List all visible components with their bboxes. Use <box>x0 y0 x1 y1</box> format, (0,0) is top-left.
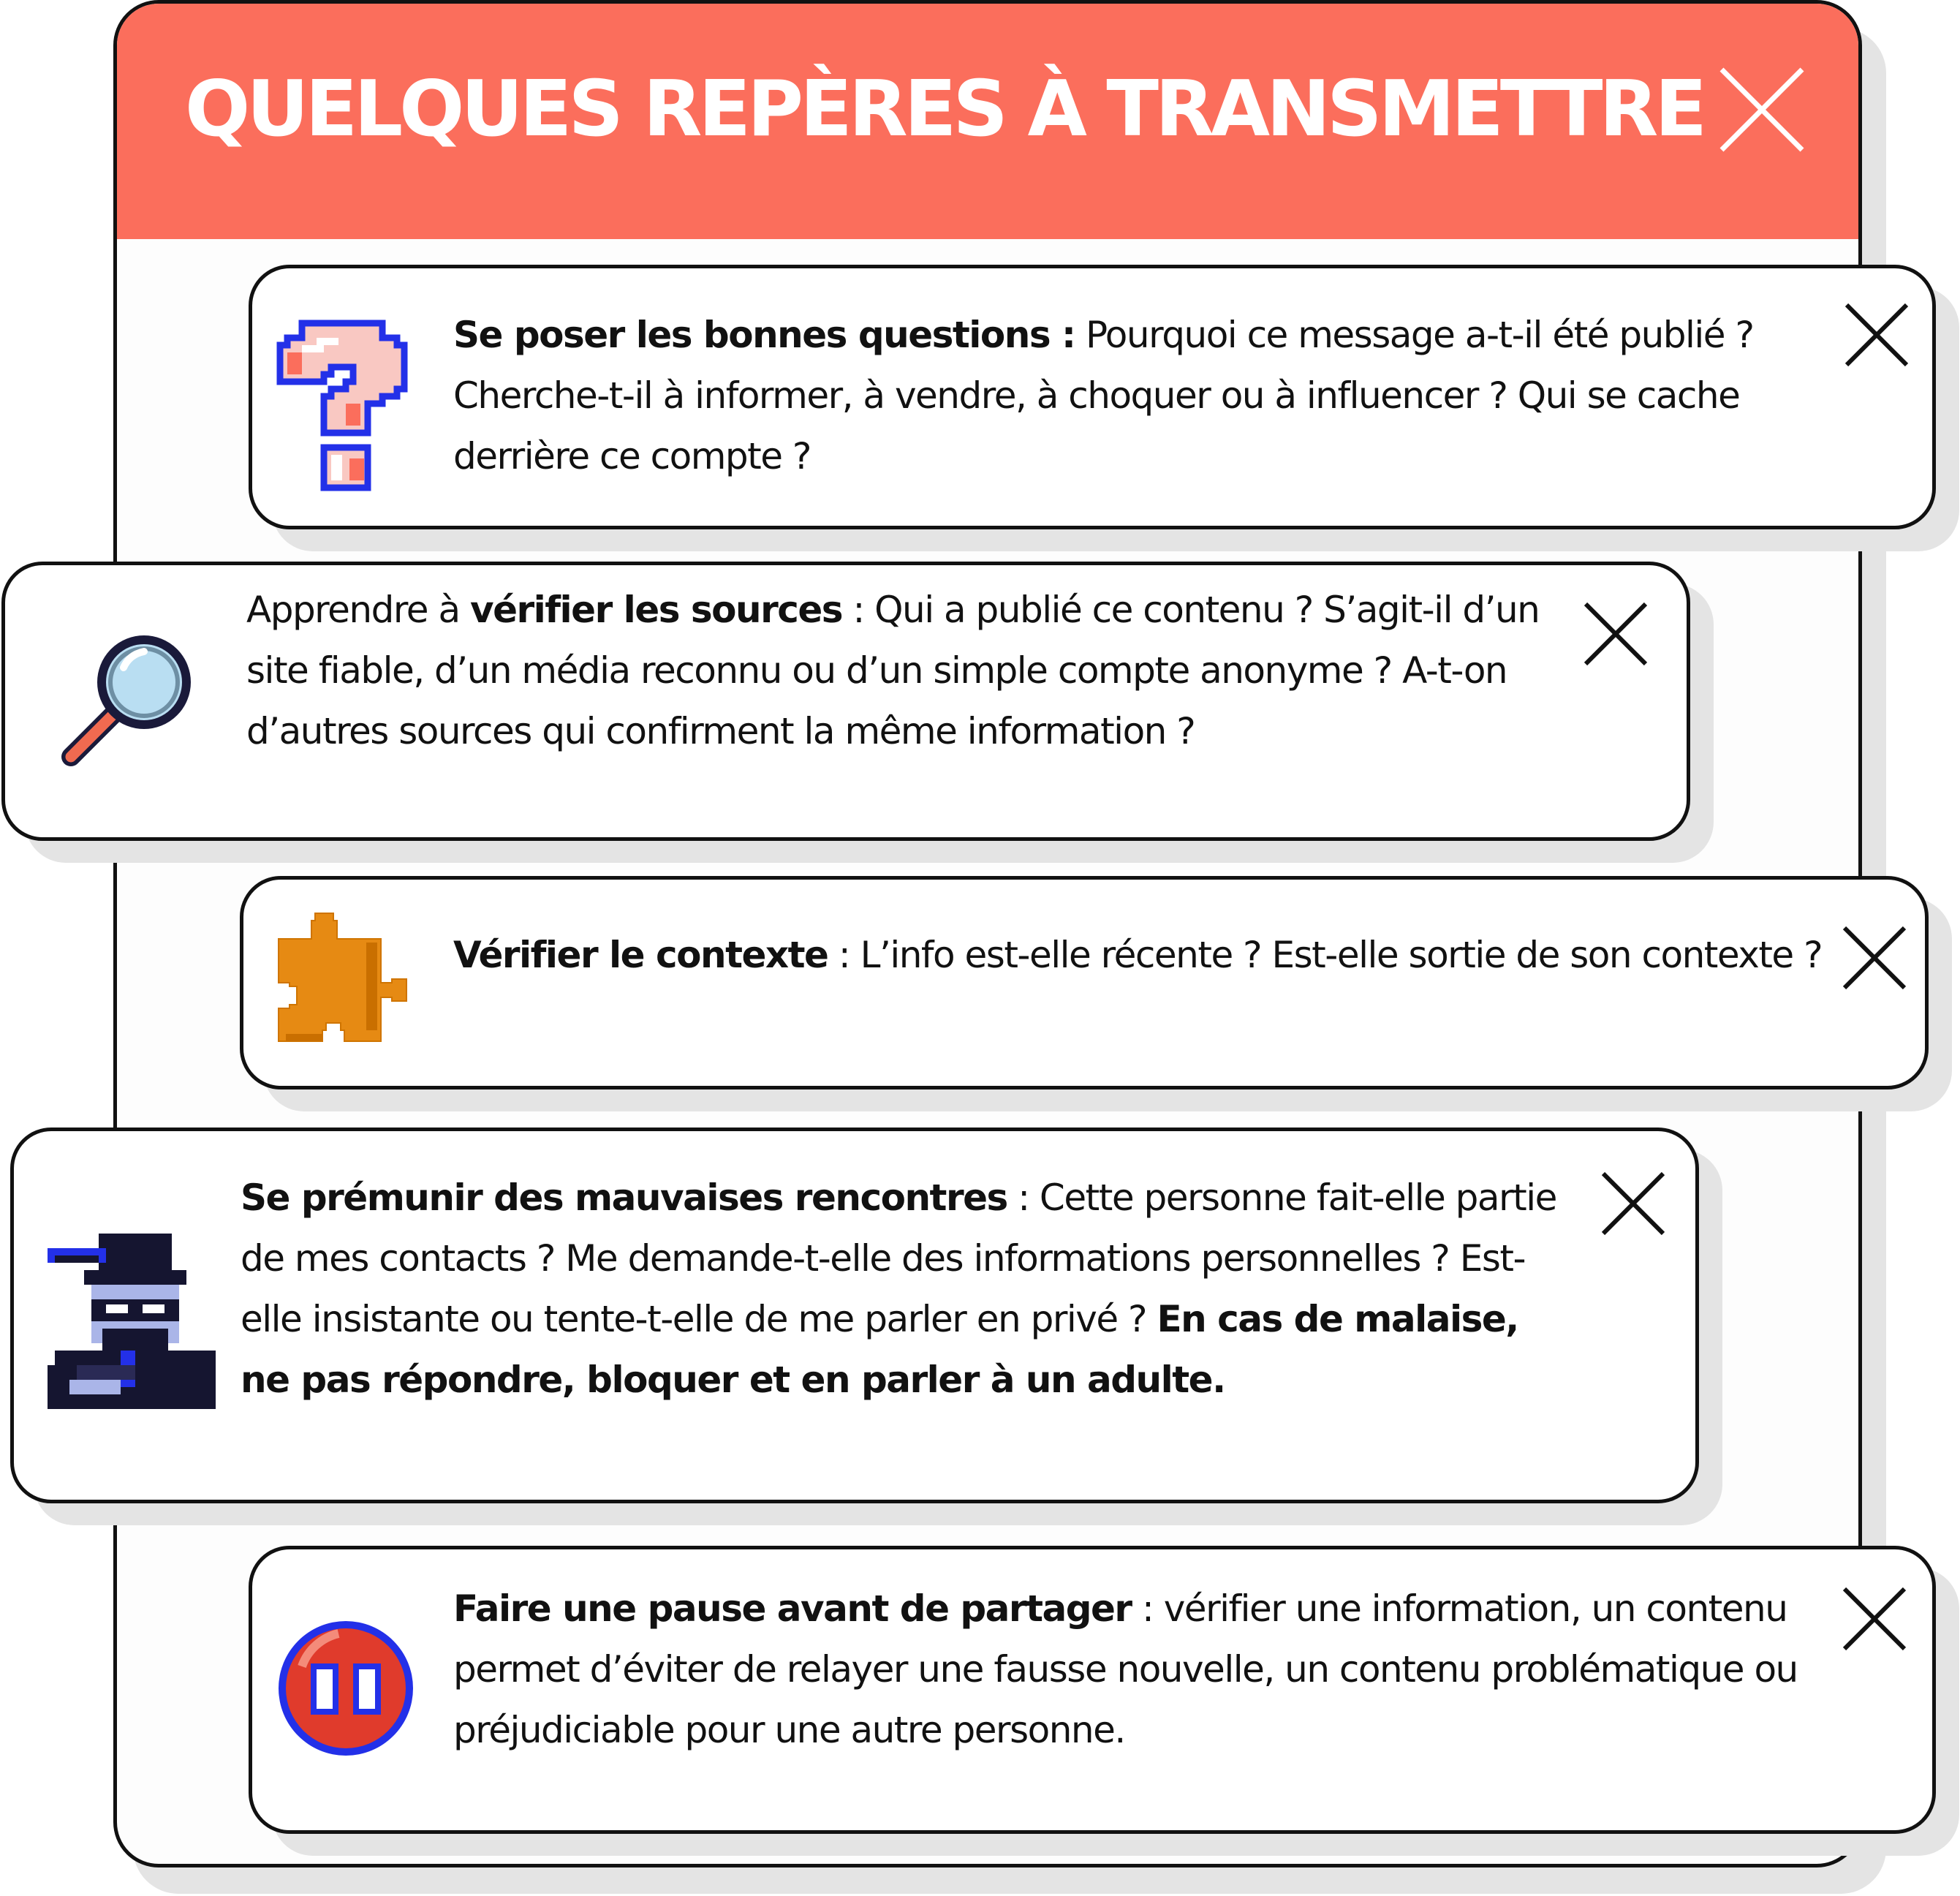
tip-text <box>241 1168 1556 1410</box>
puzzle-piece-icon <box>271 906 417 1055</box>
tip-text <box>453 305 1842 487</box>
tip-text <box>453 1579 1828 1761</box>
tip-warning: En cas de malaise, ne pas répondre, bloquer et en parler à un adulte. <box>241 1298 1518 1401</box>
close-icon[interactable] <box>1580 598 1651 670</box>
tip-body: : L’info est-elle récente ? Est-elle sortie de son contexte ? <box>828 934 1823 976</box>
tip-body: : Cette personne fait-elle partie de mes contacts ? Me demande-t-elle des informations personnelles ? Est-elle insistante ou tente-t-elle de me parler en privé ? <box>241 1176 1556 1340</box>
tip-prefix: Apprendre à <box>246 589 470 631</box>
tip-card-encounters <box>10 1128 1699 1503</box>
tip-title: Vérifier le contexte <box>453 934 828 976</box>
tip-body: : Qui a publié ce contenu ? S’agit-il d’un site fiable, d’un média reconnu ou d’un simple compte anonyme ? A-t-on d’autres sources qui confirment la même information ? <box>246 589 1540 752</box>
tip-title: Faire une pause avant de partager <box>453 1587 1132 1630</box>
masked-hacker-icon <box>40 1226 216 1412</box>
tip-title: Se prémunir des mauvaises rencontres <box>241 1176 1007 1219</box>
pause-button-icon <box>273 1615 419 1764</box>
close-icon[interactable] <box>1841 299 1912 371</box>
window-header <box>117 4 1858 239</box>
question-mark-icon <box>273 316 412 496</box>
tip-card-pause <box>249 1546 1936 1834</box>
tip-card-sources <box>1 562 1690 841</box>
tip-title: Se poser les bonnes questions : <box>453 314 1075 356</box>
magnifying-glass-icon <box>56 632 195 774</box>
tip-body: : vérifier une information, un contenu permet d’éviter de relayer une fausse nouvelle, un contenu problématique ou préjudiciable pour une autre personne. <box>453 1587 1798 1751</box>
close-icon[interactable] <box>1839 1583 1910 1655</box>
tip-text <box>246 580 1548 762</box>
close-icon[interactable] <box>1597 1168 1669 1239</box>
tip-card-questions <box>249 265 1936 529</box>
tip-card-context <box>240 876 1929 1089</box>
close-icon[interactable] <box>1839 922 1910 994</box>
tip-body: Pourquoi ce message a-t-il été publié ? Cherche-t-il à informer, à vendre, à choquer ou à influencer ? Qui se cache derrière ce compte ? <box>453 314 1754 477</box>
tip-text <box>453 925 1842 986</box>
tip-title: vérifier les sources <box>469 589 843 631</box>
window-title: QUELQUES REPÈRES À TRANSMETTRE <box>185 64 1704 154</box>
close-icon[interactable] <box>1716 64 1808 156</box>
